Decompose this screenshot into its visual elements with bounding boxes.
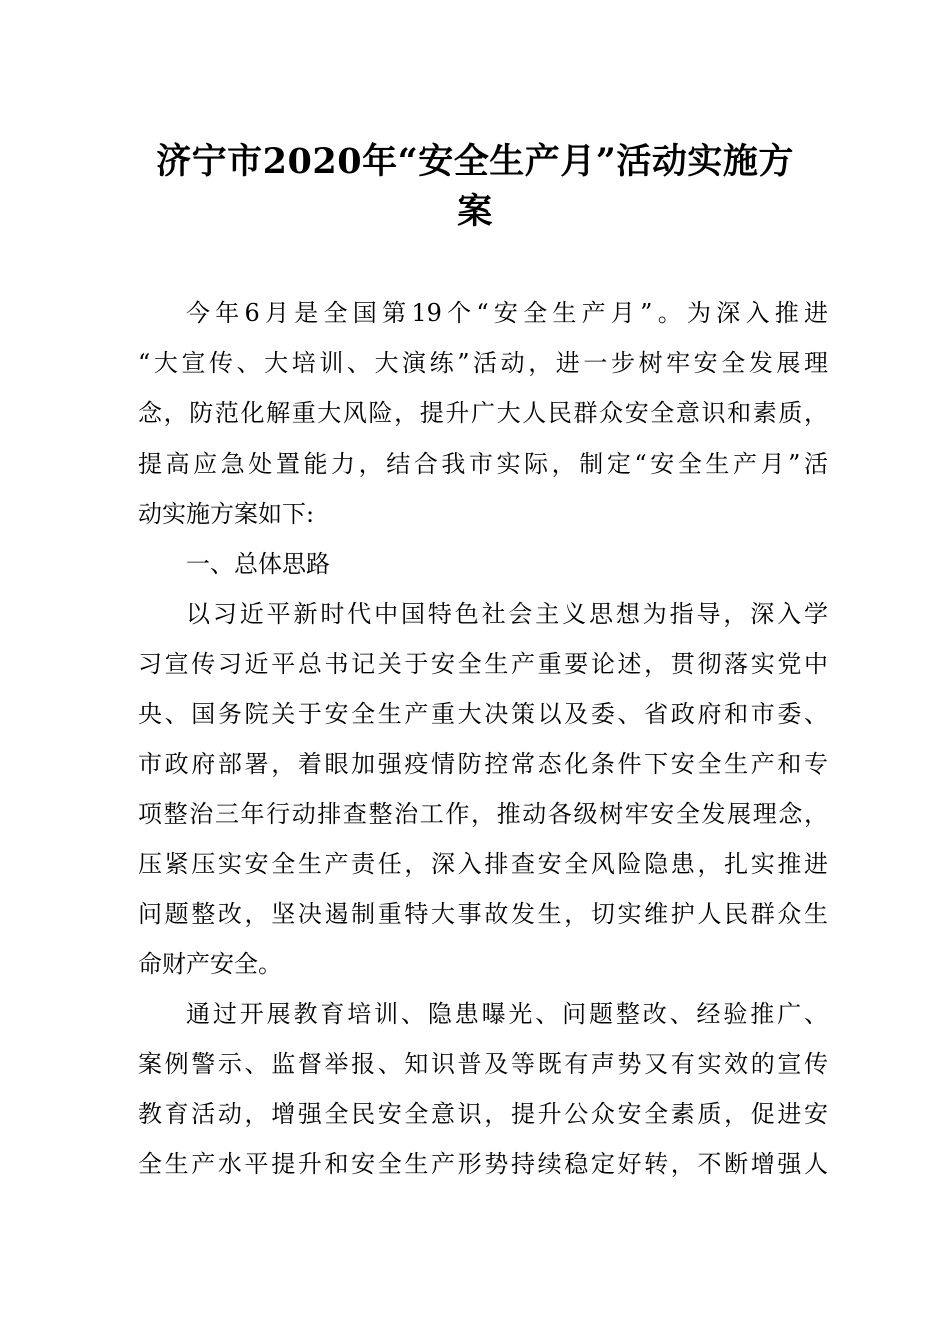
paragraph-3-line-2: 案例警示、监督举报、知识普及等既有声势又有实效的宣传 <box>138 1050 828 1078</box>
paragraph-3-line-1: 通过开展教育培训、隐患曝光、问题整改、经验推广、 <box>186 1000 828 1028</box>
paragraph-1-line-3: 念，防范化解重大风险，提升广大人民群众安全意识和素质， <box>138 399 828 427</box>
paragraph-1-line-2: “大宣传、大培训、大演练”活动，进一步树牢安全发展理 <box>138 349 828 377</box>
paragraph-1-line-4: 提高应急处置能力，结合我市实际，制定“安全生产月”活 <box>138 450 828 478</box>
paragraph-2-line-2: 习宣传习近平总书记关于安全生产重要论述，贯彻落实党中 <box>138 650 828 678</box>
paragraph-2-line-1: 以习近平新时代中国特色社会主义思想为指导，深入学 <box>186 600 828 628</box>
paragraph-2-line-7: 问题整改，坚决遏制重特大事故发生，切实维护人民群众生 <box>138 900 828 928</box>
paragraph-2-line-5: 项整治三年行动排查整治工作，推动各级树牢安全发展理念， <box>138 800 828 828</box>
paragraph-2-line-8: 命财产安全。 <box>138 950 282 978</box>
paragraph-3-line-4: 全生产水平提升和安全生产形势持续稳定好转，不断增强人 <box>138 1150 828 1178</box>
paragraph-1-line-1: 今年6月是全国第19个“安全生产月”。为深入推进 <box>186 299 828 327</box>
document-title-line-1: 济宁市2020年“安全生产月”活动实施方 <box>156 141 794 182</box>
section-heading-overall-approach: 一、总体思路 <box>186 550 330 578</box>
paragraph-1-line-5: 动实施方案如下: <box>138 500 315 528</box>
paragraph-2-line-4: 市政府部署，着眼加强疫情防控常态化条件下安全生产和专 <box>138 750 828 778</box>
paragraph-2-line-6: 压紧压实安全生产责任，深入排查安全风险隐患，扎实推进 <box>138 850 828 878</box>
document-title-line-2: 案 <box>457 191 493 232</box>
paragraph-3-line-3: 教育活动，增强全民安全意识，提升公众安全素质，促进安 <box>138 1100 828 1128</box>
paragraph-2-line-3: 央、国务院关于安全生产重大决策以及委、省政府和市委、 <box>138 700 828 728</box>
